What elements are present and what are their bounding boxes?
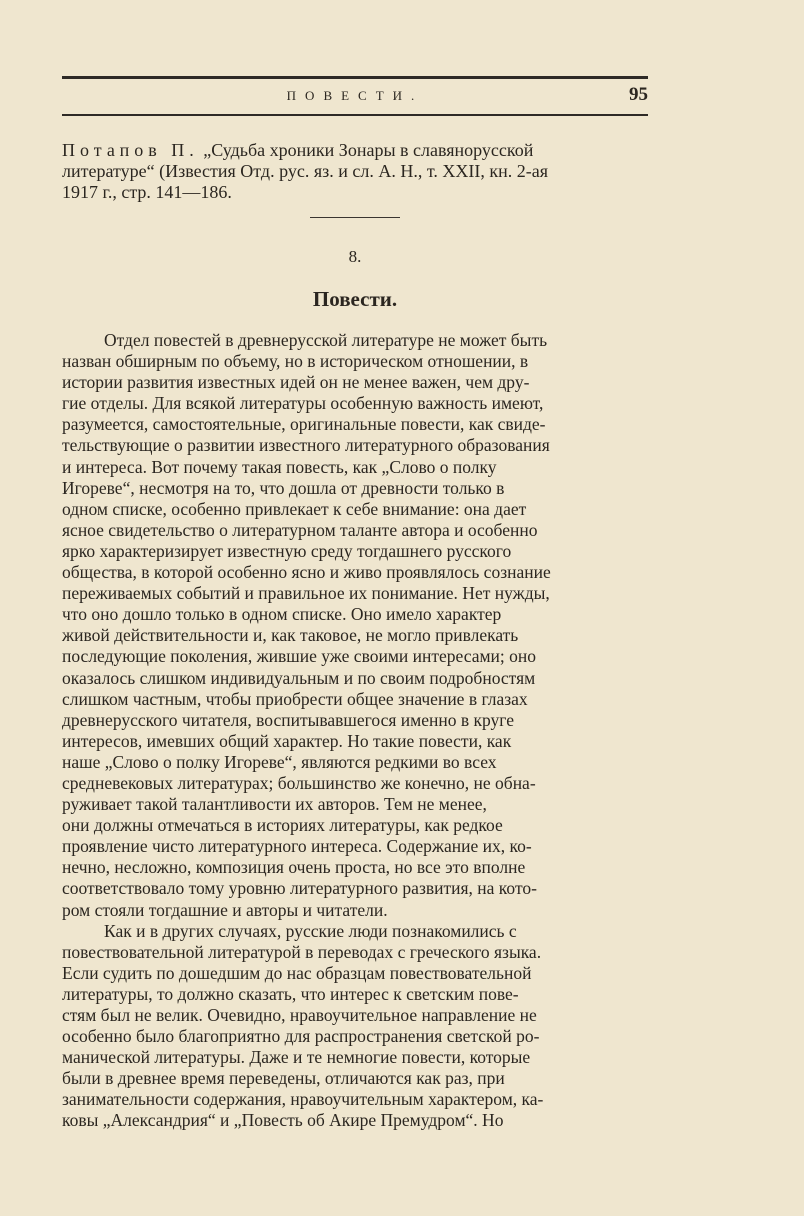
body-text (62, 330, 648, 1132)
text-line: проявление чисто литературного интереса. Содержание их, ко- (62, 836, 532, 857)
text-line: они должны отмечаться в историях литературы, как редкое (62, 815, 503, 836)
text-line: и интереса. Вот почему такая повесть, как „Слово о полку (62, 456, 497, 477)
text-line: Игореве“, несмотря на то, что дошла от древности только в (62, 477, 505, 498)
text-line: ясное свидетельство о литературном таланте автора и особенно (62, 519, 538, 540)
page-number: 95 (629, 84, 648, 105)
text-line: особенно было благоприятно для распространения светской ро- (62, 1026, 540, 1047)
text-line: одном списке, особенно привлекает к себе внимание: она дает (62, 498, 527, 519)
text-line: оказалось слишком индивидуальным и по своим подробностям (62, 667, 536, 688)
section-number: 8. (348, 247, 362, 266)
text-line: назван обширным по объему, но в историческом отношении, в (62, 351, 529, 372)
text-line: слишком частным, чтобы приобрести общее значение в глазах (62, 688, 528, 709)
separator-rule (310, 217, 400, 218)
text-line: ром стояли тогдашние и авторы и читатели. (62, 899, 388, 920)
text-line: повествовательной литературой в переводах с греческого языка. (62, 941, 542, 962)
text-line: манической литературы. Даже и те немногие повести, которые (62, 1047, 531, 1068)
text-line: были в древнее время переведены, отличаются как раз, при (62, 1068, 505, 1089)
bibliography-line (62, 140, 648, 161)
text-line: последующие поколения, жившие уже своими интересами; оно (62, 646, 537, 667)
text-line: Если судить по дошедшим до нас образцам повествовательной (62, 962, 532, 983)
bibliography-author: Потапов П. (62, 140, 199, 160)
text-line: что оно дошло только в одном списке. Оно имело характер (62, 604, 502, 625)
text-line: интересов, имевших общий характер. Но такие повести, как (62, 730, 512, 751)
text-line: литературы, то должно сказать, что интерес к светским пове- (62, 983, 519, 1004)
paragraph (62, 330, 648, 921)
text-line: ярко характеризирует известную среду тогдашнего русского (62, 540, 512, 561)
text-line: общества, в которой особенно ясно и живо проявлялось сознание (62, 562, 551, 583)
bibliography-line: 1917 г., стр. 141—186. (62, 182, 232, 202)
text-line: разумеется, самостоятельные, оригинальные повести, как свиде- (62, 414, 546, 435)
text-line: занимательности содержания, нравоучительным характером, ка- (62, 1089, 544, 1110)
text-line: Как и в других случаях, русские люди познакомились с (104, 920, 517, 941)
text-line: наше „Слово о полку Игореве“, являются редкими во всех (62, 751, 497, 772)
text-line: живой действительности и, как таковое, не могло привлекать (62, 625, 519, 646)
text-line: истории развития известных идей он не менее важен, чем дру- (62, 372, 530, 393)
text-line: Отдел повестей в древнерусской литературе не может быть (104, 330, 548, 350)
text-line: нечно, несложно, композиция очень проста, но все это вполне (62, 857, 526, 878)
text-line: руживает такой талантливости их авторов. Тем не менее, (62, 794, 487, 815)
running-head (62, 84, 648, 112)
running-title: ПОВЕСТИ. (286, 88, 424, 103)
text-line: древнерусского читателя, воспитывавшегося именно в круге (62, 709, 514, 730)
paragraph (62, 921, 648, 1132)
bibliography-line: литературе“ (Известия Отд. рус. яз. и сл. А. Н., т. XXII, кн. 2-ая (62, 161, 548, 181)
text-line: стям был не велик. Очевидно, нравоучительное направление не (62, 1005, 537, 1025)
text-line: переживаемых событий и правильное их понимание. Нет нужды, (62, 583, 550, 604)
text-line: соответствовало тому уровню литературного развития, на кото- (62, 878, 537, 899)
text-line: гие отделы. Для всякой литературы особенную важность имеют, (62, 393, 544, 414)
text-line: тельствующие о развитии известного литературного образования (62, 435, 550, 456)
bibliography-text: „Судьба хроники Зонары в славянорусской (203, 140, 534, 160)
text-line: средневековых литературах; большинство же конечно, не обна- (62, 772, 536, 793)
section-title: Повести. (312, 287, 398, 311)
header-top-rule (62, 76, 648, 79)
bibliography-entry (62, 140, 648, 203)
header-bottom-rule (62, 114, 648, 116)
text-line: ковы „Александрия“ и „Повесть об Акире Премудром“. Но (62, 1110, 504, 1131)
